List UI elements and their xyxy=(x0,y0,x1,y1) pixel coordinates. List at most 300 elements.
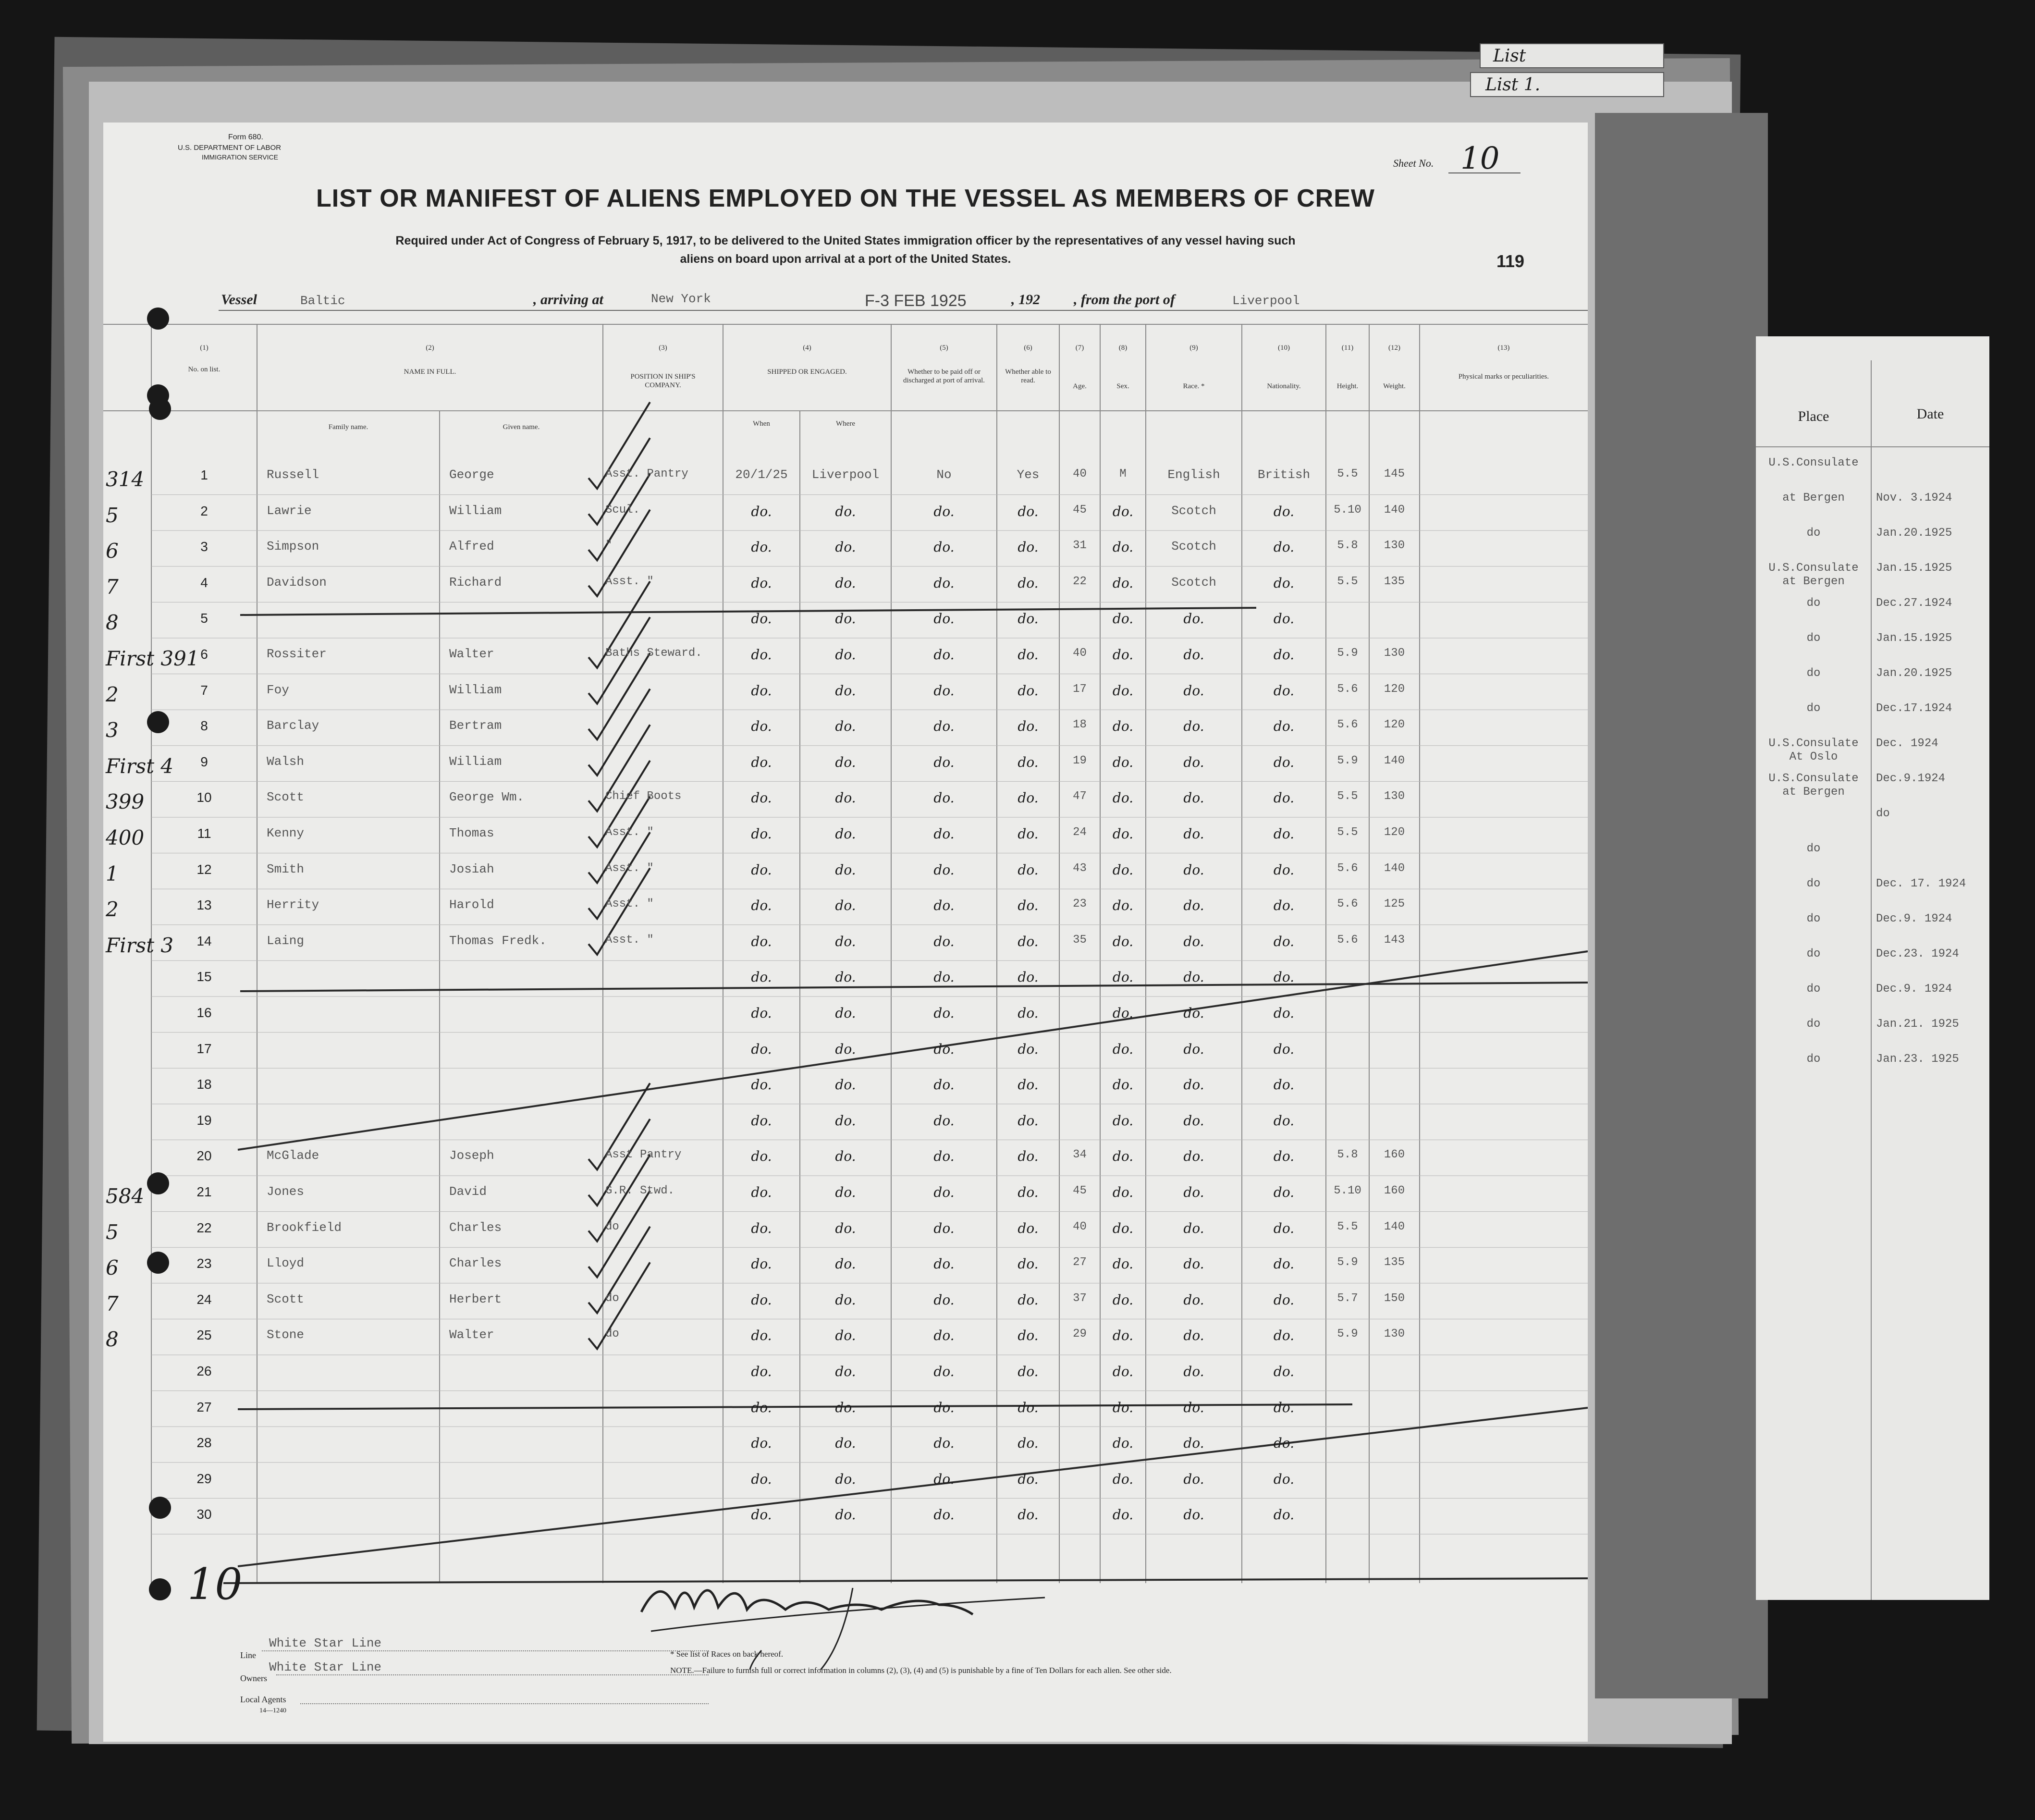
cell-where: do. xyxy=(835,754,856,770)
penalty-note: NOTE.—Failure to furnish full or correct information in columns (2), (3), (4) and (5) is punishable by a fine of Ten Dollars for each alien. See other side. xyxy=(670,1666,1172,1675)
cell-weight: 130 xyxy=(1384,647,1405,660)
cell-height: 5.5 xyxy=(1337,790,1358,803)
cell-read: do. xyxy=(1018,969,1039,985)
cell-paid: do. xyxy=(933,1364,955,1379)
cell-race: do. xyxy=(1183,1005,1204,1021)
cell-sex: do. xyxy=(1112,575,1134,591)
cell-when: do. xyxy=(751,503,772,519)
cell-sex: do. xyxy=(1112,754,1134,770)
cell-age: 40 xyxy=(1073,647,1087,660)
cell-read: do. xyxy=(1018,790,1039,806)
cell-given: Thomas Fredk. xyxy=(449,933,547,948)
cell-family: Rossiter xyxy=(267,647,327,661)
cell-family: Brookfield xyxy=(267,1220,342,1235)
side-place: do xyxy=(1806,1018,1821,1031)
cell-paid: do. xyxy=(933,1077,955,1093)
cell-when: 20/1/25 xyxy=(735,467,788,482)
cell-sex: do. xyxy=(1112,1184,1134,1200)
cell-read: do. xyxy=(1018,898,1039,914)
side-place: U.S.Consulate xyxy=(1768,456,1859,469)
cell-given: George Wm. xyxy=(449,790,525,805)
cell-sex: do. xyxy=(1112,1364,1134,1379)
cell-paid: do. xyxy=(933,1435,955,1451)
cell-margin: 8 xyxy=(106,611,119,635)
cell-race: do. xyxy=(1183,718,1204,735)
col8-header: Sex. xyxy=(1116,382,1129,390)
cell-nat: do. xyxy=(1273,1291,1295,1308)
cell-margin: 5 xyxy=(106,1220,119,1244)
cell-position: G.R. Stwd. xyxy=(605,1184,675,1197)
subtitle-line-1: Required under Act of Congress of February 5, 1917, to be delivered to the United States immigration officer by the representatives of any vessel having such xyxy=(395,234,1296,247)
cell-read: do. xyxy=(1018,1507,1039,1523)
agents-label: Local Agents xyxy=(240,1695,286,1704)
col7-number: (7) xyxy=(1075,344,1084,352)
col3-number: (3) xyxy=(659,344,667,352)
cell-height: 5.9 xyxy=(1337,1328,1358,1341)
cell-family: Lloyd xyxy=(267,1256,305,1271)
cell-nat: do. xyxy=(1273,1399,1295,1415)
cell-given: Alfred xyxy=(449,539,494,554)
cell-when: do. xyxy=(751,1364,772,1379)
cell-weight: 130 xyxy=(1384,1328,1405,1341)
cell-given: Herbert xyxy=(449,1291,502,1306)
cell-race: do. xyxy=(1183,933,1204,949)
col8-number: (8) xyxy=(1118,344,1128,352)
cell-margin: 3 xyxy=(106,718,119,742)
cell-margin: 7 xyxy=(106,575,119,599)
cell-no: 14 xyxy=(196,933,212,948)
cell-height: 5.8 xyxy=(1337,1148,1358,1162)
cell-nat: British xyxy=(1257,467,1311,482)
cell-position: Scul. xyxy=(605,503,640,516)
side-date: Dec.9. 1924 xyxy=(1876,912,1952,925)
cell-no: 11 xyxy=(197,826,211,841)
cell-age: 34 xyxy=(1073,1148,1087,1162)
cell-position: " xyxy=(605,539,613,553)
cell-read: Yes xyxy=(1017,467,1040,482)
cell-paid: do. xyxy=(933,682,955,699)
cell-when: do. xyxy=(751,754,772,770)
cell-weight: 160 xyxy=(1384,1184,1405,1197)
bottom-margin-note: 10 xyxy=(187,1559,243,1610)
cell-paid: do. xyxy=(933,647,955,663)
cell-read: do. xyxy=(1018,1005,1039,1021)
department: U.S. DEPARTMENT OF LABOR xyxy=(178,144,282,152)
cell-nat: do. xyxy=(1273,1471,1295,1487)
cell-given: William xyxy=(449,503,502,518)
cell-when: do. xyxy=(751,861,772,878)
cell-where: do. xyxy=(835,861,856,878)
side-place: U.S.Consulate at Bergen xyxy=(1768,562,1859,588)
side-date: Dec. 1924 xyxy=(1876,737,1938,750)
cell-paid: do. xyxy=(933,861,955,878)
race-note: * See list of Races on back hereof. xyxy=(670,1649,784,1659)
from-port-label: , from the port of xyxy=(1074,292,1175,307)
sheet-number: 10 xyxy=(1460,141,1500,176)
cell-where: do. xyxy=(835,790,856,806)
cell-where: do. xyxy=(835,647,856,663)
cell-where: do. xyxy=(835,969,856,985)
cell-when: do. xyxy=(751,1291,772,1308)
cell-where: do. xyxy=(835,1184,856,1200)
side-place: do xyxy=(1806,667,1821,680)
col4-where-header: Where xyxy=(836,420,855,428)
arriving-label: , arriving at xyxy=(533,292,603,307)
cell-no: 12 xyxy=(196,861,212,877)
cell-paid: do. xyxy=(933,933,955,949)
cell-age: 40 xyxy=(1073,467,1087,480)
cell-height: 5.8 xyxy=(1337,539,1358,553)
cell-height: 5.9 xyxy=(1337,754,1358,767)
cell-sex: do. xyxy=(1112,826,1134,842)
cell-when: do. xyxy=(751,647,772,663)
col2-family-header: Family name. xyxy=(328,423,368,431)
cell-sex: do. xyxy=(1112,969,1134,985)
side-date: Jan.15.1925 xyxy=(1876,562,1952,575)
binder-hole xyxy=(147,711,169,733)
cell-when: do. xyxy=(751,1220,772,1236)
col6-header: Whether able to read. xyxy=(1005,368,1051,384)
cell-nat: do. xyxy=(1273,682,1295,699)
cell-where: do. xyxy=(835,1220,856,1236)
cell-nat: do. xyxy=(1273,1112,1295,1129)
cell-sex: do. xyxy=(1112,1077,1134,1093)
cell-no: 25 xyxy=(196,1328,212,1343)
cell-given: George xyxy=(449,467,494,482)
cell-margin: First 4 xyxy=(106,754,174,778)
cell-where: do. xyxy=(835,1077,856,1093)
cell-margin: 6 xyxy=(106,1256,119,1280)
cell-race: do. xyxy=(1183,1507,1204,1523)
col4-number: (4) xyxy=(803,344,811,352)
cell-position: do xyxy=(605,1291,619,1305)
col12-header: Weight. xyxy=(1383,382,1406,390)
cell-height: 5.5 xyxy=(1337,467,1358,480)
cell-where: do. xyxy=(835,1112,856,1129)
service: IMMIGRATION SERVICE xyxy=(202,153,278,161)
cell-nat: do. xyxy=(1273,790,1295,806)
cell-race: do. xyxy=(1183,1471,1204,1487)
cell-nat: do. xyxy=(1273,611,1295,627)
binder-hole xyxy=(149,398,171,420)
cell-no: 16 xyxy=(196,1005,212,1020)
cell-paid: do. xyxy=(933,1005,955,1021)
cell-no: 2 xyxy=(200,503,208,518)
cell-no: 17 xyxy=(196,1041,212,1056)
cell-no: 30 xyxy=(196,1507,212,1522)
cell-age: 24 xyxy=(1073,826,1087,839)
col11-number: (11) xyxy=(1341,344,1354,352)
cell-paid: No xyxy=(936,467,952,482)
cell-no: 8 xyxy=(200,718,208,734)
cell-age: 35 xyxy=(1073,933,1087,947)
cell-nat: do. xyxy=(1273,1507,1295,1523)
cell-read: do. xyxy=(1018,826,1039,842)
side-date: Nov. 3.1924 xyxy=(1876,492,1952,504)
cell-margin: First 391 xyxy=(106,647,199,670)
cell-nat: do. xyxy=(1273,1041,1295,1057)
cell-when: do. xyxy=(751,575,772,591)
arrival-date-stamp: F-3 FEB 1925 xyxy=(865,292,967,310)
cell-race: do. xyxy=(1183,861,1204,878)
cell-no: 9 xyxy=(200,754,208,769)
cardboard-divider xyxy=(1595,113,1768,1698)
cell-no: 22 xyxy=(196,1220,212,1235)
cell-paid: do. xyxy=(933,1399,955,1415)
cell-where: do. xyxy=(835,898,856,914)
col12-number: (12) xyxy=(1388,344,1400,352)
cell-where: do. xyxy=(835,1364,856,1379)
col5-number: (5) xyxy=(940,344,948,352)
cell-no: 20 xyxy=(196,1148,212,1164)
cell-race: do. xyxy=(1183,647,1204,663)
col11-header: Height. xyxy=(1336,382,1359,390)
cell-race: do. xyxy=(1183,1399,1204,1415)
side-header-date: Date xyxy=(1916,406,1944,422)
cell-when: do. xyxy=(751,1507,772,1523)
cell-age: 18 xyxy=(1073,718,1087,732)
col1-number: (1) xyxy=(200,344,208,352)
cell-race: do. xyxy=(1183,1077,1204,1093)
cell-height: 5.6 xyxy=(1337,718,1358,732)
cell-when: do. xyxy=(751,1041,772,1057)
cell-where: do. xyxy=(835,1399,856,1415)
cell-weight: 120 xyxy=(1384,682,1405,696)
cell-height: 5.6 xyxy=(1337,898,1358,911)
col5-header: Whether to be paid off or discharged at port of arrival. xyxy=(903,368,985,384)
side-place: do xyxy=(1806,527,1821,540)
subtitle-line-2: aliens on board upon arrival at a port of the United States. xyxy=(680,252,1011,266)
line-value: White Star Line xyxy=(269,1636,382,1650)
cell-sex: do. xyxy=(1112,682,1134,699)
cell-position: Asst. " xyxy=(605,861,654,875)
cell-race: do. xyxy=(1183,1184,1204,1200)
side-sheet-grid xyxy=(1756,336,1989,1600)
cell-no: 21 xyxy=(196,1184,212,1199)
cell-margin: 399 xyxy=(106,790,145,814)
cell-age: 45 xyxy=(1073,1184,1087,1197)
cell-where: do. xyxy=(835,1256,856,1272)
side-place: do xyxy=(1806,842,1821,855)
cell-nat: do. xyxy=(1273,539,1295,555)
cell-nat: do. xyxy=(1273,1005,1295,1021)
cell-position: Baths Steward. xyxy=(605,647,702,660)
cell-race: do. xyxy=(1183,1435,1204,1451)
cell-race: do. xyxy=(1183,826,1204,842)
cell-family: Davidson xyxy=(267,575,327,590)
cell-family: Barclay xyxy=(267,718,319,733)
cell-read: do. xyxy=(1018,575,1039,591)
cell-weight: 143 xyxy=(1384,933,1405,947)
from-port: Liverpool xyxy=(1232,294,1300,308)
cell-nat: do. xyxy=(1273,1364,1295,1379)
cell-read: do. xyxy=(1018,1077,1039,1093)
side-date: Dec.9.1924 xyxy=(1876,772,1946,785)
cell-read: do. xyxy=(1018,503,1039,519)
side-date: Dec. 17. 1924 xyxy=(1876,877,1966,890)
cell-nat: do. xyxy=(1273,503,1295,519)
cell-read: do. xyxy=(1018,1112,1039,1129)
col3-header: POSITION IN SHIP'S COMPANY. xyxy=(630,373,696,389)
cell-paid: do. xyxy=(933,1291,955,1308)
cell-weight: 130 xyxy=(1384,790,1405,803)
cell-position: do xyxy=(605,1328,619,1341)
line-label: Line xyxy=(240,1650,256,1660)
cell-paid: do. xyxy=(933,1507,955,1523)
cell-family: Simpson xyxy=(267,539,319,554)
cell-family: Herrity xyxy=(267,898,319,912)
cell-margin: 584 xyxy=(106,1184,145,1208)
cell-when: do. xyxy=(751,898,772,914)
cell-paid: do. xyxy=(933,718,955,735)
cell-weight: 135 xyxy=(1384,575,1405,588)
cell-sex: do. xyxy=(1112,898,1134,914)
cell-where: do. xyxy=(835,1471,856,1487)
cell-no: 13 xyxy=(196,898,212,913)
cell-where: do. xyxy=(835,1507,856,1523)
cell-given: Josiah xyxy=(449,861,494,876)
cell-given: Joseph xyxy=(449,1148,494,1163)
cell-race: do. xyxy=(1183,1328,1204,1344)
index-tab-2 xyxy=(1470,72,1664,97)
cell-no: 15 xyxy=(196,969,212,984)
cell-position: Asst. " xyxy=(605,575,654,588)
cell-age: 43 xyxy=(1073,861,1087,875)
cell-sex: do. xyxy=(1112,1471,1134,1487)
cell-when: do. xyxy=(751,1399,772,1415)
cell-family: McGlade xyxy=(267,1148,319,1163)
cell-read: do. xyxy=(1018,1328,1039,1344)
cell-no: 28 xyxy=(196,1435,212,1451)
cell-age: 23 xyxy=(1073,898,1087,911)
cell-sex: do. xyxy=(1112,861,1134,878)
cell-when: do. xyxy=(751,1435,772,1451)
cell-nat: do. xyxy=(1273,1435,1295,1451)
form-footer xyxy=(103,1649,1588,1742)
cell-family: Scott xyxy=(267,1291,305,1306)
cell-margin: 400 xyxy=(106,826,145,849)
cell-family: Scott xyxy=(267,790,305,805)
cell-family: Russell xyxy=(267,467,319,482)
cell-paid: do. xyxy=(933,1328,955,1344)
cell-given: William xyxy=(449,682,502,697)
cell-where: do. xyxy=(835,611,856,627)
cell-margin: First 3 xyxy=(106,933,174,957)
cell-height: 5.6 xyxy=(1337,861,1358,875)
cell-no: 4 xyxy=(200,575,208,590)
cell-when: do. xyxy=(751,1471,772,1487)
cell-position: Asst. Pantry xyxy=(605,467,688,480)
cell-sex: do. xyxy=(1112,933,1134,949)
cell-when: do. xyxy=(751,718,772,735)
cell-race: do. xyxy=(1183,1256,1204,1272)
index-tab-1-label: List xyxy=(1493,46,1526,66)
cell-height: 5.9 xyxy=(1337,1256,1358,1269)
cell-paid: do. xyxy=(933,539,955,555)
cell-where: do. xyxy=(835,718,856,735)
form-number: Form 680. xyxy=(228,133,263,141)
cell-margin: 2 xyxy=(106,682,119,706)
cell-given: Walter xyxy=(449,1328,494,1342)
cell-nat: do. xyxy=(1273,898,1295,914)
side-date: Dec.17.1924 xyxy=(1876,702,1952,715)
cell-read: do. xyxy=(1018,1399,1039,1415)
cell-position: Chief Boots xyxy=(605,790,682,803)
cell-nat: do. xyxy=(1273,718,1295,735)
binder-hole xyxy=(147,307,169,330)
cell-nat: do. xyxy=(1273,933,1295,949)
cell-nat: do. xyxy=(1273,861,1295,878)
cell-paid: do. xyxy=(933,790,955,806)
cell-age: 22 xyxy=(1073,575,1087,588)
cell-race: do. xyxy=(1183,1364,1204,1379)
owners-label: Owners xyxy=(240,1673,267,1683)
cell-paid: do. xyxy=(933,611,955,627)
cell-race: do. xyxy=(1183,969,1204,985)
cell-nat: do. xyxy=(1273,1148,1295,1165)
side-date: Jan.15.1925 xyxy=(1876,632,1952,645)
consulate-side-sheet xyxy=(1756,336,1989,1600)
cell-margin: 7 xyxy=(106,1291,119,1316)
cell-height: 5.5 xyxy=(1337,1220,1358,1233)
cell-read: do. xyxy=(1018,1220,1039,1236)
sheet-label: Sheet No. xyxy=(1393,157,1434,169)
cell-read: do. xyxy=(1018,539,1039,555)
cell-weight: 140 xyxy=(1384,1220,1405,1233)
cell-family: Jones xyxy=(267,1184,305,1199)
cell-no: 5 xyxy=(200,611,208,626)
cell-nat: do. xyxy=(1273,1077,1295,1093)
cell-when: do. xyxy=(751,539,772,555)
cell-where: do. xyxy=(835,933,856,949)
cell-age: 40 xyxy=(1073,1220,1087,1233)
arriving-port: New York xyxy=(651,292,711,306)
cell-when: do. xyxy=(751,790,772,806)
cell-position: do xyxy=(605,1220,619,1233)
cell-where: do. xyxy=(835,1291,856,1308)
side-place: do xyxy=(1806,983,1821,996)
cell-race: Scotch xyxy=(1171,503,1216,518)
side-place: do xyxy=(1806,1053,1821,1066)
cell-paid: do. xyxy=(933,1148,955,1165)
side-date: do xyxy=(1876,807,1890,820)
cell-age: 29 xyxy=(1073,1328,1087,1341)
cell-sex: do. xyxy=(1112,1291,1134,1308)
cell-race: do. xyxy=(1183,1041,1204,1057)
cell-nat: do. xyxy=(1273,575,1295,591)
side-place: do xyxy=(1806,877,1821,890)
cell-no: 29 xyxy=(196,1471,212,1486)
cell-weight: 120 xyxy=(1384,718,1405,732)
cell-where: do. xyxy=(835,1435,856,1451)
cell-family: Laing xyxy=(267,933,305,948)
binder-hole xyxy=(149,1578,171,1600)
cell-paid: do. xyxy=(933,503,955,519)
cell-race: do. xyxy=(1183,1112,1204,1129)
cell-given: Richard xyxy=(449,575,502,590)
page-title: LIST OR MANIFEST OF ALIENS EMPLOYED ON THE VESSEL AS MEMBERS OF CREW xyxy=(316,184,1375,212)
cell-no: 10 xyxy=(196,790,212,805)
cell-sex: do. xyxy=(1112,1220,1134,1236)
cell-no: 18 xyxy=(196,1077,212,1092)
cell-read: do. xyxy=(1018,1041,1039,1057)
side-place: U.S.Consulate At Oslo xyxy=(1768,737,1859,763)
side-date: Jan.20.1925 xyxy=(1876,667,1952,680)
cell-when: do. xyxy=(751,1005,772,1021)
col2-number: (2) xyxy=(426,344,434,352)
cell-sex: do. xyxy=(1112,503,1134,519)
cell-race: do. xyxy=(1183,754,1204,770)
